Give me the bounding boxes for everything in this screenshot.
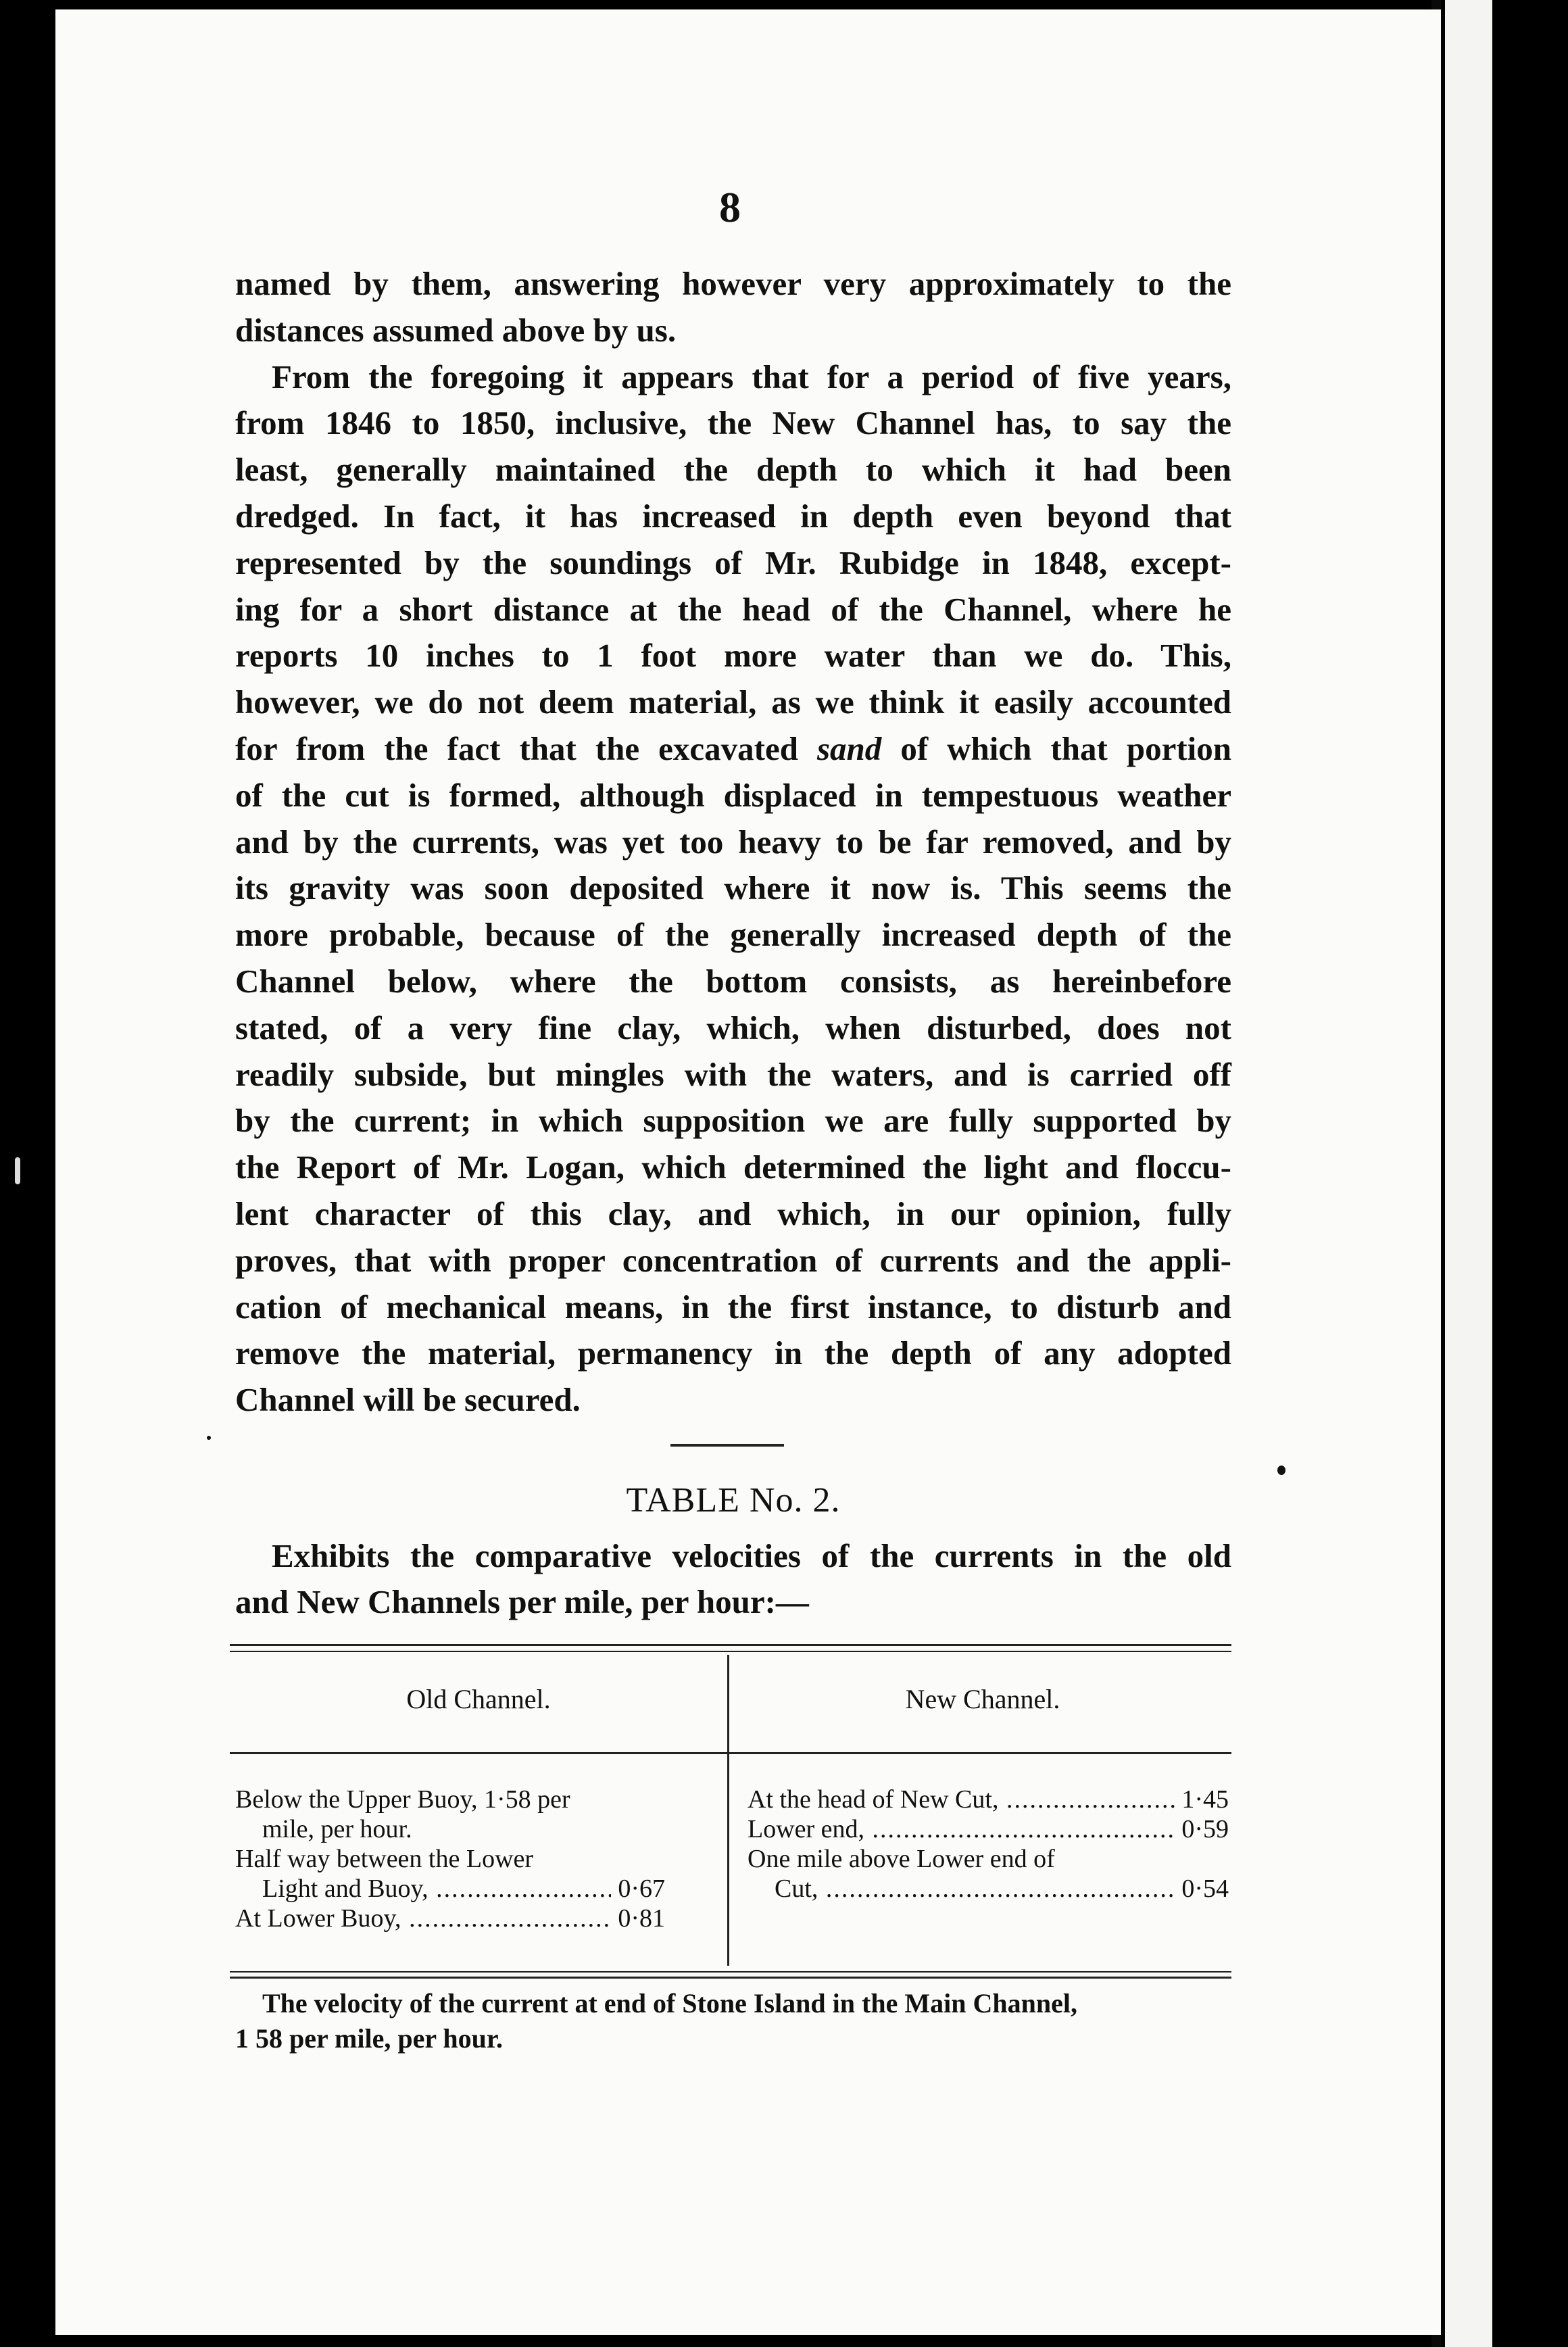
body-line: from 1846 to 1850, inclusive, the New Channel has, to say the bbox=[235, 404, 1231, 442]
row-label: At the head of New Cut, ..... bbox=[748, 1785, 1175, 1814]
column-divider bbox=[727, 1655, 729, 1966]
column-header-new: New Channel. bbox=[905, 1684, 1060, 1714]
row-label: At Lower Buoy, ..... bbox=[235, 1904, 611, 1933]
table-row bbox=[235, 1844, 665, 1874]
table-row bbox=[235, 1904, 665, 1933]
body-line: least, generally maintained the depth to which it had been bbox=[235, 451, 1231, 489]
body-line: stated, of a very fine clay, which, when disturbed, does not bbox=[235, 1009, 1231, 1046]
body-line: readily subside, but mingles with the waters, and is carried off bbox=[235, 1055, 1231, 1093]
margin-mark bbox=[15, 1157, 20, 1184]
body-line: Channel will be secured. bbox=[235, 1381, 581, 1419]
row-label: Cut, ..... bbox=[775, 1874, 1175, 1904]
row-label: Light and Buoy, ..... bbox=[262, 1874, 611, 1904]
emphasis-word: sand bbox=[816, 729, 882, 767]
table-top-rule-thin bbox=[230, 1651, 1231, 1652]
body-line: its gravity was soon deposited where it now is. This seems the bbox=[235, 869, 1231, 907]
old-channel-cell bbox=[235, 1785, 665, 1933]
body-line: more probable, because of the generally increased depth of the bbox=[235, 916, 1231, 954]
section-divider bbox=[670, 1444, 784, 1447]
body-line: the Report of Mr. Logan, which determined the light and floccu- bbox=[235, 1148, 1231, 1186]
body-line: dredged. In fact, it has increased in depth even beyond that bbox=[235, 497, 1231, 535]
print-speck bbox=[1277, 1466, 1285, 1475]
column-header-old: Old Channel. bbox=[406, 1684, 551, 1714]
intro-line: Exhibits the comparative velocities of the currents in the old bbox=[272, 1537, 1231, 1574]
table-bottom-rule bbox=[230, 1977, 1231, 1979]
footnote-line: The velocity of the current at end of Stone Island in the Main Channel, bbox=[262, 1988, 1077, 2018]
body-line: proves, that with proper concentration of currents and the appli- bbox=[235, 1241, 1231, 1279]
row-value: 0·81 bbox=[618, 1904, 665, 1933]
body-line: and by the currents, was yet too heavy to be far removed, and by bbox=[235, 823, 1231, 861]
table-bottom-rule-thin bbox=[230, 1971, 1231, 1973]
body-paragraphs bbox=[235, 261, 1231, 1424]
table-row bbox=[235, 1785, 665, 1814]
table-row bbox=[748, 1814, 1229, 1844]
row-label: One mile above Lower end of bbox=[748, 1845, 1055, 1873]
body-line: lent character of this clay, and which, in our opinion, fully bbox=[235, 1194, 1231, 1232]
row-label: Below the Upper Buoy, 1·58 per bbox=[235, 1785, 570, 1814]
body-line: reports 10 inches to 1 foot more water than we do. This, bbox=[235, 637, 1231, 675]
table-title: TABLE No. 2. bbox=[626, 1481, 841, 1520]
body-line: represented by the soundings of Mr. Rubidge in 1848, except- bbox=[235, 543, 1231, 581]
table-intro bbox=[235, 1533, 1231, 1625]
body-line: remove the material, permanency in the depth of any adopted bbox=[235, 1334, 1231, 1372]
new-channel-cell bbox=[748, 1785, 1229, 1904]
body-line: by the current; in which supposition we are fully supported by bbox=[235, 1102, 1231, 1140]
table-row bbox=[748, 1785, 1229, 1814]
body-line: of the cut is formed, although displaced in tempestuous weather bbox=[235, 776, 1231, 814]
body-line: for from the fact that the excavated sand of which that portion bbox=[235, 729, 1231, 767]
body-line: cation of mechanical means, in the first instance, to disturb and bbox=[235, 1288, 1231, 1326]
table-top-rule bbox=[230, 1644, 1231, 1646]
body-line: named by them, answering however very approximately to the bbox=[235, 265, 1231, 302]
table-row bbox=[748, 1844, 1229, 1874]
body-line: distances assumed above by us. bbox=[235, 311, 677, 349]
row-value: 0·59 bbox=[1181, 1815, 1229, 1843]
row-value: 1·45 bbox=[1181, 1785, 1229, 1814]
row-value: 0·54 bbox=[1181, 1874, 1229, 1903]
body-line: ing for a short distance at the head of the Channel, where he bbox=[235, 590, 1231, 628]
next-page-edge bbox=[1445, 0, 1492, 2347]
table-row bbox=[235, 1814, 665, 1844]
header-rule bbox=[230, 1752, 1231, 1754]
row-label: Half way between the Lower bbox=[235, 1845, 534, 1873]
row-label: Lower end, ..... bbox=[748, 1814, 1175, 1844]
table-row bbox=[748, 1874, 1229, 1904]
body-line: From the foregoing it appears that for a period of five years, bbox=[272, 358, 1231, 395]
body-line: Channel below, where the bottom consists, as hereinbefore bbox=[235, 962, 1231, 1000]
row-label: mile, per hour. bbox=[262, 1815, 412, 1843]
footnote-line: 1 58 per mile, per hour. bbox=[235, 2023, 503, 2054]
table-footnote bbox=[235, 1986, 1231, 2056]
table-row bbox=[235, 1874, 665, 1904]
page-number: 8 bbox=[719, 183, 741, 231]
intro-line: and New Channels per mile, per hour:— bbox=[235, 1583, 809, 1620]
print-speck bbox=[207, 1436, 211, 1440]
body-line: however, we do not deem material, as we think it easily accounted bbox=[235, 683, 1231, 721]
row-value: 0·67 bbox=[618, 1874, 665, 1903]
